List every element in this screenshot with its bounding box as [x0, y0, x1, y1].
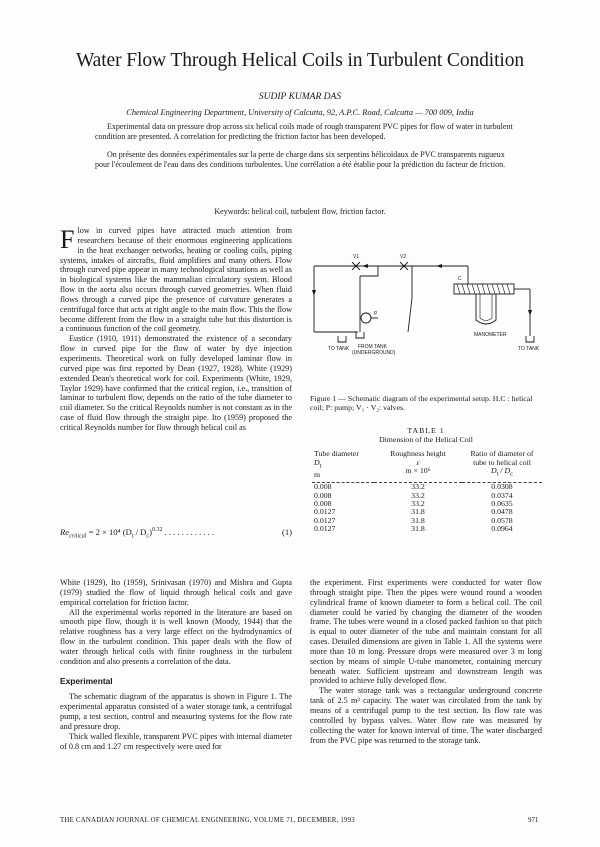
label-to-tank-right: TO TANK	[518, 346, 540, 352]
header-line: Tube diameter	[314, 449, 359, 458]
table-cell: 0.008	[314, 490, 332, 500]
figure-caption-label: Figure 1	[310, 394, 337, 403]
intro-paragraph-1	[60, 226, 292, 334]
table-cell: 0.008	[314, 482, 332, 492]
label-to-tank-left: TO TANK	[328, 346, 350, 352]
table-cell: 31.8	[411, 515, 425, 525]
header-symbol: D	[490, 466, 497, 476]
table-header-row	[312, 450, 542, 483]
equation-dots: . . . . . . . . . . . .	[162, 527, 214, 537]
header-unit: m × 10⁶	[405, 466, 431, 476]
label-coil: C	[458, 276, 462, 282]
introduction-section	[60, 226, 292, 433]
pump-icon	[361, 313, 371, 323]
table-row	[312, 525, 542, 533]
table-cell: 33.2	[411, 498, 425, 508]
equation-exponent: 0.32	[151, 527, 163, 534]
header-subscript: t	[319, 462, 322, 470]
author-name: SUDIP KUMAR DAS	[258, 92, 342, 102]
table-cell: 0.008	[314, 498, 332, 508]
table-1-heading	[310, 426, 542, 445]
author-affiliation: Chemical Engineering Department, University of Calcutta, 92, A.P.C. Road, Calcutta — 700 009, India	[126, 108, 474, 117]
equation-rhs: = 2 × 10⁴ (D	[88, 527, 132, 537]
figure-caption-text: — Schematic diagram of the experimental setup. H.C : helical coil; P: pump; V₁ · V₂: valves.	[310, 394, 533, 413]
equation-lhs: Re	[60, 527, 70, 537]
footer-journal-citation: THE CANADIAN JOURNAL OF CHEMICAL ENGINEERING, VOLUME 71, DECEMBER, 1993	[60, 817, 355, 824]
table-header-roughness	[374, 450, 462, 483]
table-1	[312, 450, 542, 533]
footer-page-number: 971	[528, 817, 539, 824]
body-paragraph: White (1929), Ito (1959), Srinivasan (1970) and Mishra and Gupta (1979) studied the flow of liquid through helical coils and gave empirical correlation for friction factor.	[60, 578, 292, 607]
equation-sub-t: t	[131, 533, 134, 540]
body-paragraph: the experiment. First experiments were conducted for water flow through straight pipe. Then the pipes were wound round a wooden cylindrical frame of known diameter to form a helical coil. The coil diameter could be varied by changing the diameter of the wooden frame. The tubes were wound in a closed packed fashion so that pitch is equal to outer diameter of the tube and maintain constant for all cases. Detailed dimensions are given in Table 1. All the systems were more than 10 m long. Pressure drops were measured over 3 m long section by means of simple U-tube manometer, containing mercury beneath water. Sufficient upstream and downstream length was provided to achieve fully developed flow.	[310, 578, 542, 686]
section-heading-experimental: Experimental	[60, 675, 113, 686]
label-manometer: MANOMETER	[474, 332, 507, 338]
table-header-tube-diameter	[312, 450, 374, 483]
helical-coil-icon	[454, 284, 514, 294]
tank-left-icon	[338, 336, 346, 342]
table-cell: 0.0127	[314, 507, 336, 517]
header-symbol: D	[314, 457, 320, 467]
keywords: Keywords: helical coil, turbulent flow, friction factor.	[214, 207, 386, 216]
tank-right-icon	[526, 336, 534, 342]
header-unit: m	[314, 469, 321, 479]
label-pump: P	[374, 311, 378, 317]
table-label: TABLE 1	[407, 426, 445, 435]
table-cell: 0.0578	[491, 515, 513, 525]
body-paragraph: All the experimental works reported in the literature are based on smooth pipe flow, though it is well known (Moody, 1944) that the relative roughness has a very large effect on the hydrodynamics of flow in the turbulent condition. This paper deals with the flow of water through helical coils with finite roughness in the turbulent condition and also presents a correlation of the data.	[60, 607, 292, 666]
table-cell: 0.0635	[491, 498, 513, 508]
table-cell: 0.0374	[491, 490, 513, 500]
table-cell: 0.0964	[491, 523, 513, 533]
table-header-ratio	[462, 450, 542, 483]
equation-1	[60, 527, 292, 540]
label-underground: (UNDERGROUND)	[352, 350, 396, 356]
header-subscript: t	[496, 470, 499, 478]
label-v1: V1	[353, 254, 360, 260]
table-cell: 31.8	[411, 523, 425, 533]
header-divider: / D	[498, 466, 511, 476]
table-cell: 0.0478	[491, 507, 513, 517]
table-cell: 31.8	[411, 507, 425, 517]
table-cell: 0.0308	[491, 482, 513, 492]
left-column-lower	[60, 578, 292, 752]
abstract-english: Experimental data on pressure drop across six helical coils made of rough transparent PVC pipes for flow of water in turbulent condition are presented. A correlation for predicting the friction factor has been developed.	[95, 122, 513, 141]
abstract-french: On présente des données expérimentales sur la perte de charge dans six serpentins hélicoïdaux de PVC transparents rugueux pour l'écoulement de l'eau dans des conditions turbulentes. Une corrélation a été établie pour la prédiction du facteur de friction.	[95, 150, 506, 169]
equation-close-paren: )	[149, 527, 152, 537]
table-cell: 33.2	[411, 482, 425, 492]
header-line: Ratio of diameter of tube to helical coil	[470, 449, 534, 467]
table-cell: 0.0127	[314, 523, 336, 533]
manometer-icon	[476, 294, 496, 324]
header-symbol: ε	[416, 457, 420, 467]
body-paragraph: The schematic diagram of the apparatus is shown in Figure 1. The experimental apparatus consisted of a water storage tank, a centrifugal pump, a test section, control and measuring systems for the flow rate and pressure drop.	[60, 692, 292, 731]
header-subscript-2: c	[510, 470, 514, 478]
header-line: Roughness height	[390, 449, 446, 458]
figure-1-caption	[310, 394, 542, 413]
label-from-tank: FROM TANK	[358, 344, 387, 350]
table-title: Dimension of the Helical Coil	[379, 435, 473, 445]
equation-lhs-subscript: critical	[69, 533, 87, 540]
table-cell: 33.2	[411, 490, 425, 500]
figure-1-schematic	[308, 236, 544, 376]
paper-title: Water Flow Through Helical Coils in Turbulent Condition	[75, 50, 525, 71]
intro-paragraph-2: Eustice (1910, 1911) demonstrated the existence of a secondary flow in curved pipe for the flow of water by dye injection experiments. Theoretical work on fully developed laminar flow in curved pipe was first reported by Dean (1927, 1928). White (1929) extended Dean's theoretical work for coil. Experiments (White, 1929, Taylor 1929) have confirmed that the critical region, i.e., transition of laminar to turbulent flow, depends on the ratio of the tube diameter to coil diameter. So the critical Reynolds number is not constant as in the case of fluid flow through the straight pipe. Ito (1959) proposed the critical Reynolds number for flow through helical coil as	[60, 334, 292, 432]
body-paragraph: The water storage tank was a rectangular underground concrete tank of 2.5 m³ capacity. The water was circulated from the tank by means of a centrifugal pump to the test section. Its flow rate was controlled by bypass valves. Water flow rate was measured by collecting the water for known interval of time. The water discharged from the PVC pipe was returned to the storage tank.	[310, 686, 542, 745]
table-cell: 0.0127	[314, 515, 336, 525]
drop-cap: F	[60, 225, 75, 254]
intro-paragraph-1-text: low in curved pipes have attracted much attention from researchers because of their enormous engineering applications in the heat exchanger networks, heating or cooling coils, piping systems, intakes of aircrafts, fluid amplifiers and many others. Flow through curved pipe appear in many technological situations as well as in biological systems like the mammalian circulatory system. Blood flow in the aorta also occurs through curved geometries. When fluid flows through a curved pipe the presence of curvature generates a centrifugal force that acts at right angle to the main flow. This the flow become different from the flow in a straight tube but this distortion is a continuous function of the coil geometry.	[60, 226, 292, 334]
equation-number: (1)	[281, 527, 292, 537]
right-column-lower	[310, 578, 542, 745]
label-v2: V2	[400, 254, 407, 260]
equation-sub-c: c	[146, 533, 150, 540]
equation-divider: / D	[133, 527, 147, 537]
body-paragraph: Thick walled flexible, transparent PVC pipes with internal diameter of 0.8 cm and 1.27 cm respectively were used for	[60, 731, 292, 751]
